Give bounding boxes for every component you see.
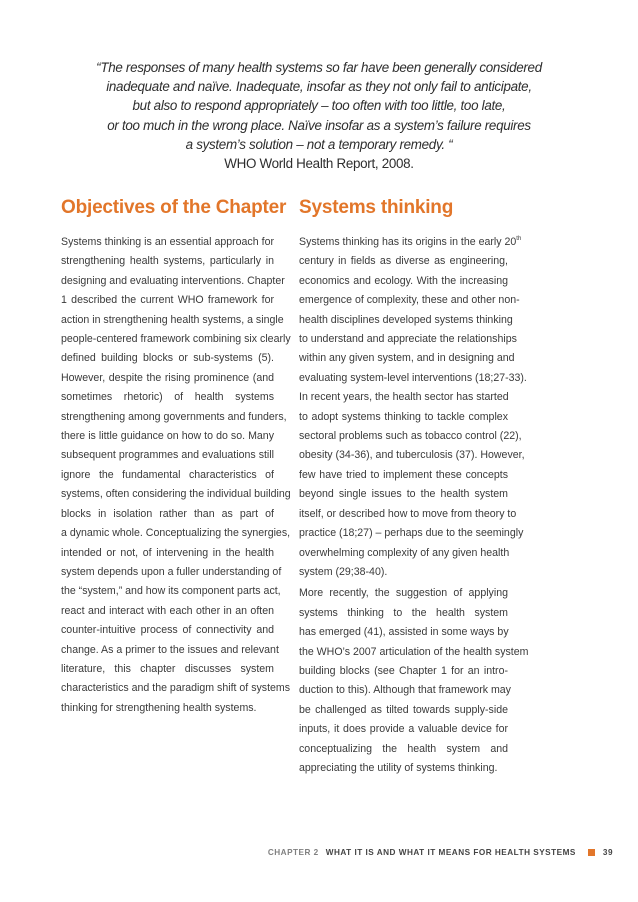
objectives-heading: Objectives of the Chapter: [61, 197, 287, 218]
footer-chapter-label: CHAPTER 2: [267, 848, 319, 857]
paragraph-line: More recently, the suggestion of applying: [299, 587, 508, 600]
paragraph-line: system (29;38-40).: [299, 565, 388, 578]
quote-line: but also to respond appropriately – too often with too little, too late,: [132, 98, 506, 114]
paragraph-line: century in fields as diverse as engineering,: [299, 255, 508, 268]
systems-thinking-heading: Systems thinking: [299, 197, 454, 218]
paragraph-line: change. As a primer to the issues and relevant: [61, 643, 279, 656]
systems-thinking-paragraph-1: [299, 233, 527, 582]
paragraph-line: itself, or described how to move from theory to: [299, 507, 517, 520]
paragraph-line: emergence of complexity, these and other non-: [299, 294, 520, 307]
paragraph-line: In recent years, the health sector has started: [299, 391, 509, 404]
paragraph-line: building blocks (see Chapter 1 for an intro-: [299, 664, 508, 677]
paragraph-line: economics and ecology. With the increasing: [299, 274, 508, 287]
paragraph-line: the “system,” and how its component parts act,: [61, 585, 281, 598]
paragraph-line: defined building blocks or sub-systems (5).: [61, 352, 274, 365]
paragraph-line: a dynamic whole. Conceptualizing the synergies,: [61, 527, 291, 540]
quote-line: a system’s solution – not a temporary remedy. “: [185, 136, 453, 152]
paragraph-line: has emerged (41), assisted in some ways by: [299, 626, 509, 639]
paragraph-line: within any given system, and in designing and: [299, 352, 515, 365]
quote-attribution: WHO World Health Report, 2008.: [224, 156, 414, 172]
paragraph-line: beyond single issues to the health system: [299, 488, 508, 501]
paragraph-line: strengthening health systems, particularly in: [61, 255, 274, 268]
paragraph-line: sometimes rhetoric) of health systems: [61, 391, 274, 404]
paragraph-line: duction to this). Although that framework may: [299, 684, 511, 697]
paragraph-line: conceptualizing the health system and: [299, 742, 508, 755]
quote-line: or too much in the wrong place. Naïve insofar as a system’s failure requires: [107, 117, 531, 133]
paragraph-line: blocks in isolation rather than as part of: [61, 507, 274, 520]
paragraph-line: 1 described the current WHO framework for: [61, 294, 274, 307]
paragraph-line: designing and evaluating interventions. Chapter: [61, 274, 285, 287]
systems-thinking-paragraph-2: [299, 584, 529, 778]
paragraph-line: system depends upon a fuller understanding of: [61, 565, 282, 578]
paragraph-line: there is little guidance on how to do so. Many: [61, 430, 274, 443]
paragraph-line: ignore the fundamental characteristics of: [61, 468, 274, 481]
superscript: th: [516, 236, 522, 242]
paragraph-line: Systems thinking is an essential approach for: [61, 236, 274, 248]
paragraph-line: to understand and appreciate the relationships: [299, 333, 517, 346]
paragraph-line: systems, often considering the individual building: [61, 488, 291, 501]
paragraph-line: health disciplines developed systems thinking: [299, 313, 513, 326]
quote-line: inadequate and naïve. Inadequate, insofar as they not only fail to anticipate,: [106, 79, 532, 95]
paragraph-line: characteristics and the paradigm shift of systems: [61, 682, 291, 695]
paragraph-line: evaluating system-level interventions (18;27-33).: [299, 371, 527, 384]
paragraph-line: the WHO’s 2007 articulation of the health system: [299, 645, 529, 658]
epigraph-quote: [60, 58, 578, 173]
objectives-section: [61, 196, 291, 718]
page-footer: [268, 848, 613, 857]
quote-line: “The responses of many health systems so far have been generally considered: [96, 60, 542, 75]
paragraph-line: appreciating the utility of systems thinking.: [299, 761, 498, 774]
paragraph-line: sectoral problems such as tobacco control (22),: [299, 430, 522, 443]
paragraph-line: systems thinking to the health system: [299, 606, 508, 619]
paragraph-line: react and interact with each other in an often: [61, 604, 274, 617]
systems-thinking-section: [299, 196, 529, 778]
paragraph-line: practice (18;27) – perhaps due to the seemingly: [299, 527, 524, 540]
paragraph-line: to adopt systems thinking to tackle complex: [299, 410, 508, 423]
footer-square-icon: [588, 849, 595, 856]
paragraph-line: subsequent programmes and evaluations still: [61, 449, 274, 462]
paragraph-line: counter-intuitive process of connectivity and: [61, 624, 274, 637]
objectives-paragraph: [61, 233, 291, 718]
footer-chapter-title: WHAT IT IS AND WHAT IT MEANS FOR HEALTH SYSTEMS: [325, 848, 576, 857]
paragraph-line: inputs, it does provide a valuable device for: [299, 723, 508, 736]
paragraph-line: be challenged as tilted towards supply-side: [299, 703, 508, 716]
paragraph-line: strengthening among governments and funders,: [61, 410, 287, 423]
paragraph-line: action in strengthening health systems, a single: [61, 313, 284, 326]
paragraph-line: few have tried to implement these concepts: [299, 468, 508, 481]
paragraph-line: people-centered framework combining six clearly: [61, 333, 291, 346]
page-number: 39: [602, 848, 613, 857]
paragraph-line: obesity (34-36), and tuberculosis (37). However,: [299, 449, 525, 462]
line-text: Systems thinking has its origins in the early 20: [299, 236, 517, 248]
paragraph-line: thinking for strengthening health systems.: [61, 701, 257, 714]
paragraph-line: literature, this chapter discusses system: [61, 662, 274, 675]
paragraph-line: overwhelming complexity of any given health: [299, 546, 510, 559]
paragraph-line: However, despite the rising prominence (and: [61, 371, 274, 384]
paragraph-line: intended or not, of intervening in the health: [61, 546, 274, 559]
paragraph-line: [299, 233, 522, 252]
